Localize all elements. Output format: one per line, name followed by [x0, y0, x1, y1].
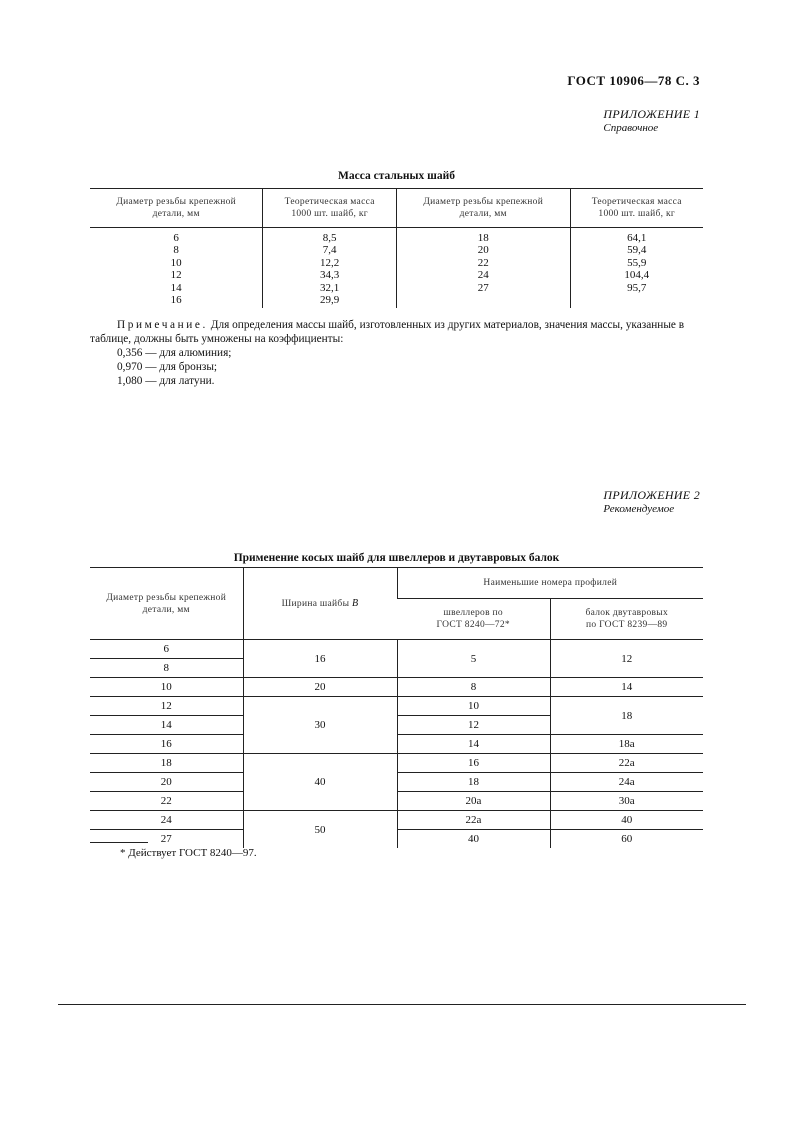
beam-cell: 24а [550, 773, 703, 792]
header-beams: балок двутавровых по ГОСТ 8239—89 [550, 599, 703, 640]
diameter-cell: 20 [90, 773, 243, 792]
table-row [90, 640, 703, 659]
diameter-cell: 8 [90, 659, 243, 678]
channel-cell: 18 [397, 773, 550, 792]
beam-cell: 60 [550, 830, 703, 849]
mass-column-a: 8,5 7,4 12,2 34,3 32,1 29,9 [263, 228, 397, 309]
channel-cell: 5 [397, 640, 550, 678]
note-text: Для определения массы шайб, изготовленных из других материалов, значения массы, указанные в таблице, должны быть умножены на коэффициенты: [90, 319, 685, 345]
page-bottom-divider [58, 1004, 746, 1005]
diameter-cell: 22 [90, 792, 243, 811]
width-cell: 40 [243, 754, 397, 811]
note-label: Примечание. [117, 319, 208, 331]
beam-cell: 22а [550, 754, 703, 773]
channel-cell: 10 [397, 697, 550, 716]
beam-cell: 18 [550, 697, 703, 735]
mass-column-b: 64,1 59,4 55,9 104,4 95,7 [570, 228, 703, 309]
beam-cell: 14 [550, 678, 703, 697]
diameter-cell: 24 [90, 811, 243, 830]
coefficient-bronze: 0,970 — для бронзы; [117, 361, 218, 373]
beam-cell: 40 [550, 811, 703, 830]
channel-cell: 20а [397, 792, 550, 811]
coefficient-aluminium: 0,356 — для алюминия; [117, 347, 232, 359]
header-diameter-b: Диаметр резьбы крепежной детали, мм [396, 189, 570, 228]
footnote: * Действует ГОСТ 8240—97. [120, 847, 257, 859]
width-cell: 20 [243, 678, 397, 697]
diameter-cell: 18 [90, 754, 243, 773]
table-row [90, 792, 703, 811]
table-row [90, 697, 703, 716]
channel-cell: 22а [397, 811, 550, 830]
table-row [90, 773, 703, 792]
header-width: Ширина шайбы B [243, 568, 397, 640]
beam-cell: 12 [550, 640, 703, 678]
table-header-row [90, 189, 703, 228]
header-channels: швеллеров по ГОСТ 8240—72* [397, 599, 550, 640]
channel-cell: 8 [397, 678, 550, 697]
table-2-title: Применение косых шайб для швеллеров и двутавровых балок [233, 552, 560, 564]
diameter-cell: 16 [90, 735, 243, 754]
coefficient-brass: 1,080 — для латуни. [117, 375, 215, 387]
appendix-2-title: ПРИЛОЖЕНИЕ 2 [603, 488, 700, 502]
diameter-column-a: 6 8 10 12 14 16 [170, 232, 182, 307]
steel-washer-mass-table [90, 188, 703, 308]
table-row [90, 735, 703, 754]
diameter-cell: 6 [90, 640, 243, 659]
diameter-cell: 27 [160, 833, 172, 845]
width-cell: 50 [243, 811, 397, 849]
width-cell: 30 [243, 697, 397, 754]
table-row [90, 754, 703, 773]
width-cell: 16 [243, 640, 397, 678]
header-mass-a: Теоретическая масса 1000 шт. шайб, кг [263, 189, 397, 228]
diameter-cell: 10 [90, 678, 243, 697]
appendix-1-title: ПРИЛОЖЕНИЕ 1 [603, 107, 700, 121]
diameter-cell: 12 [90, 697, 243, 716]
channel-cell: 14 [397, 735, 550, 754]
table-row [90, 830, 703, 849]
document-header: ГОСТ 10906—78 С. 3 [567, 73, 700, 88]
header-diameter: Диаметр резьбы крепежной детали, мм [90, 568, 243, 640]
header-mass-b: Теоретическая масса 1000 шт. шайб, кг [570, 189, 703, 228]
table-1-title: Масса стальных шайб [338, 170, 455, 182]
appendix-1-subtitle: Справочное [603, 122, 659, 134]
footnote-divider [90, 842, 148, 843]
appendix-2-label [603, 488, 700, 515]
channel-cell: 12 [397, 716, 550, 735]
appendix-2-subtitle: Рекомендуемое [603, 503, 675, 515]
channel-cell: 40 [397, 830, 550, 849]
header-profiles: Наименьшие номера профилей [397, 568, 703, 599]
header-diameter-a: Диаметр резьбы крепежной детали, мм [90, 189, 263, 228]
table-row [90, 811, 703, 830]
table-row [90, 678, 703, 697]
diameter-column-b: 18 20 22 24 27 [396, 228, 570, 309]
channel-cell: 16 [397, 754, 550, 773]
diameter-cell: 14 [90, 716, 243, 735]
oblique-washer-table [90, 567, 703, 848]
table-body-row [90, 228, 703, 309]
appendix-1-label [603, 107, 700, 134]
table-header-row [90, 568, 703, 599]
beam-cell: 30а [550, 792, 703, 811]
table-1-note [90, 318, 705, 388]
beam-cell: 18а [550, 735, 703, 754]
